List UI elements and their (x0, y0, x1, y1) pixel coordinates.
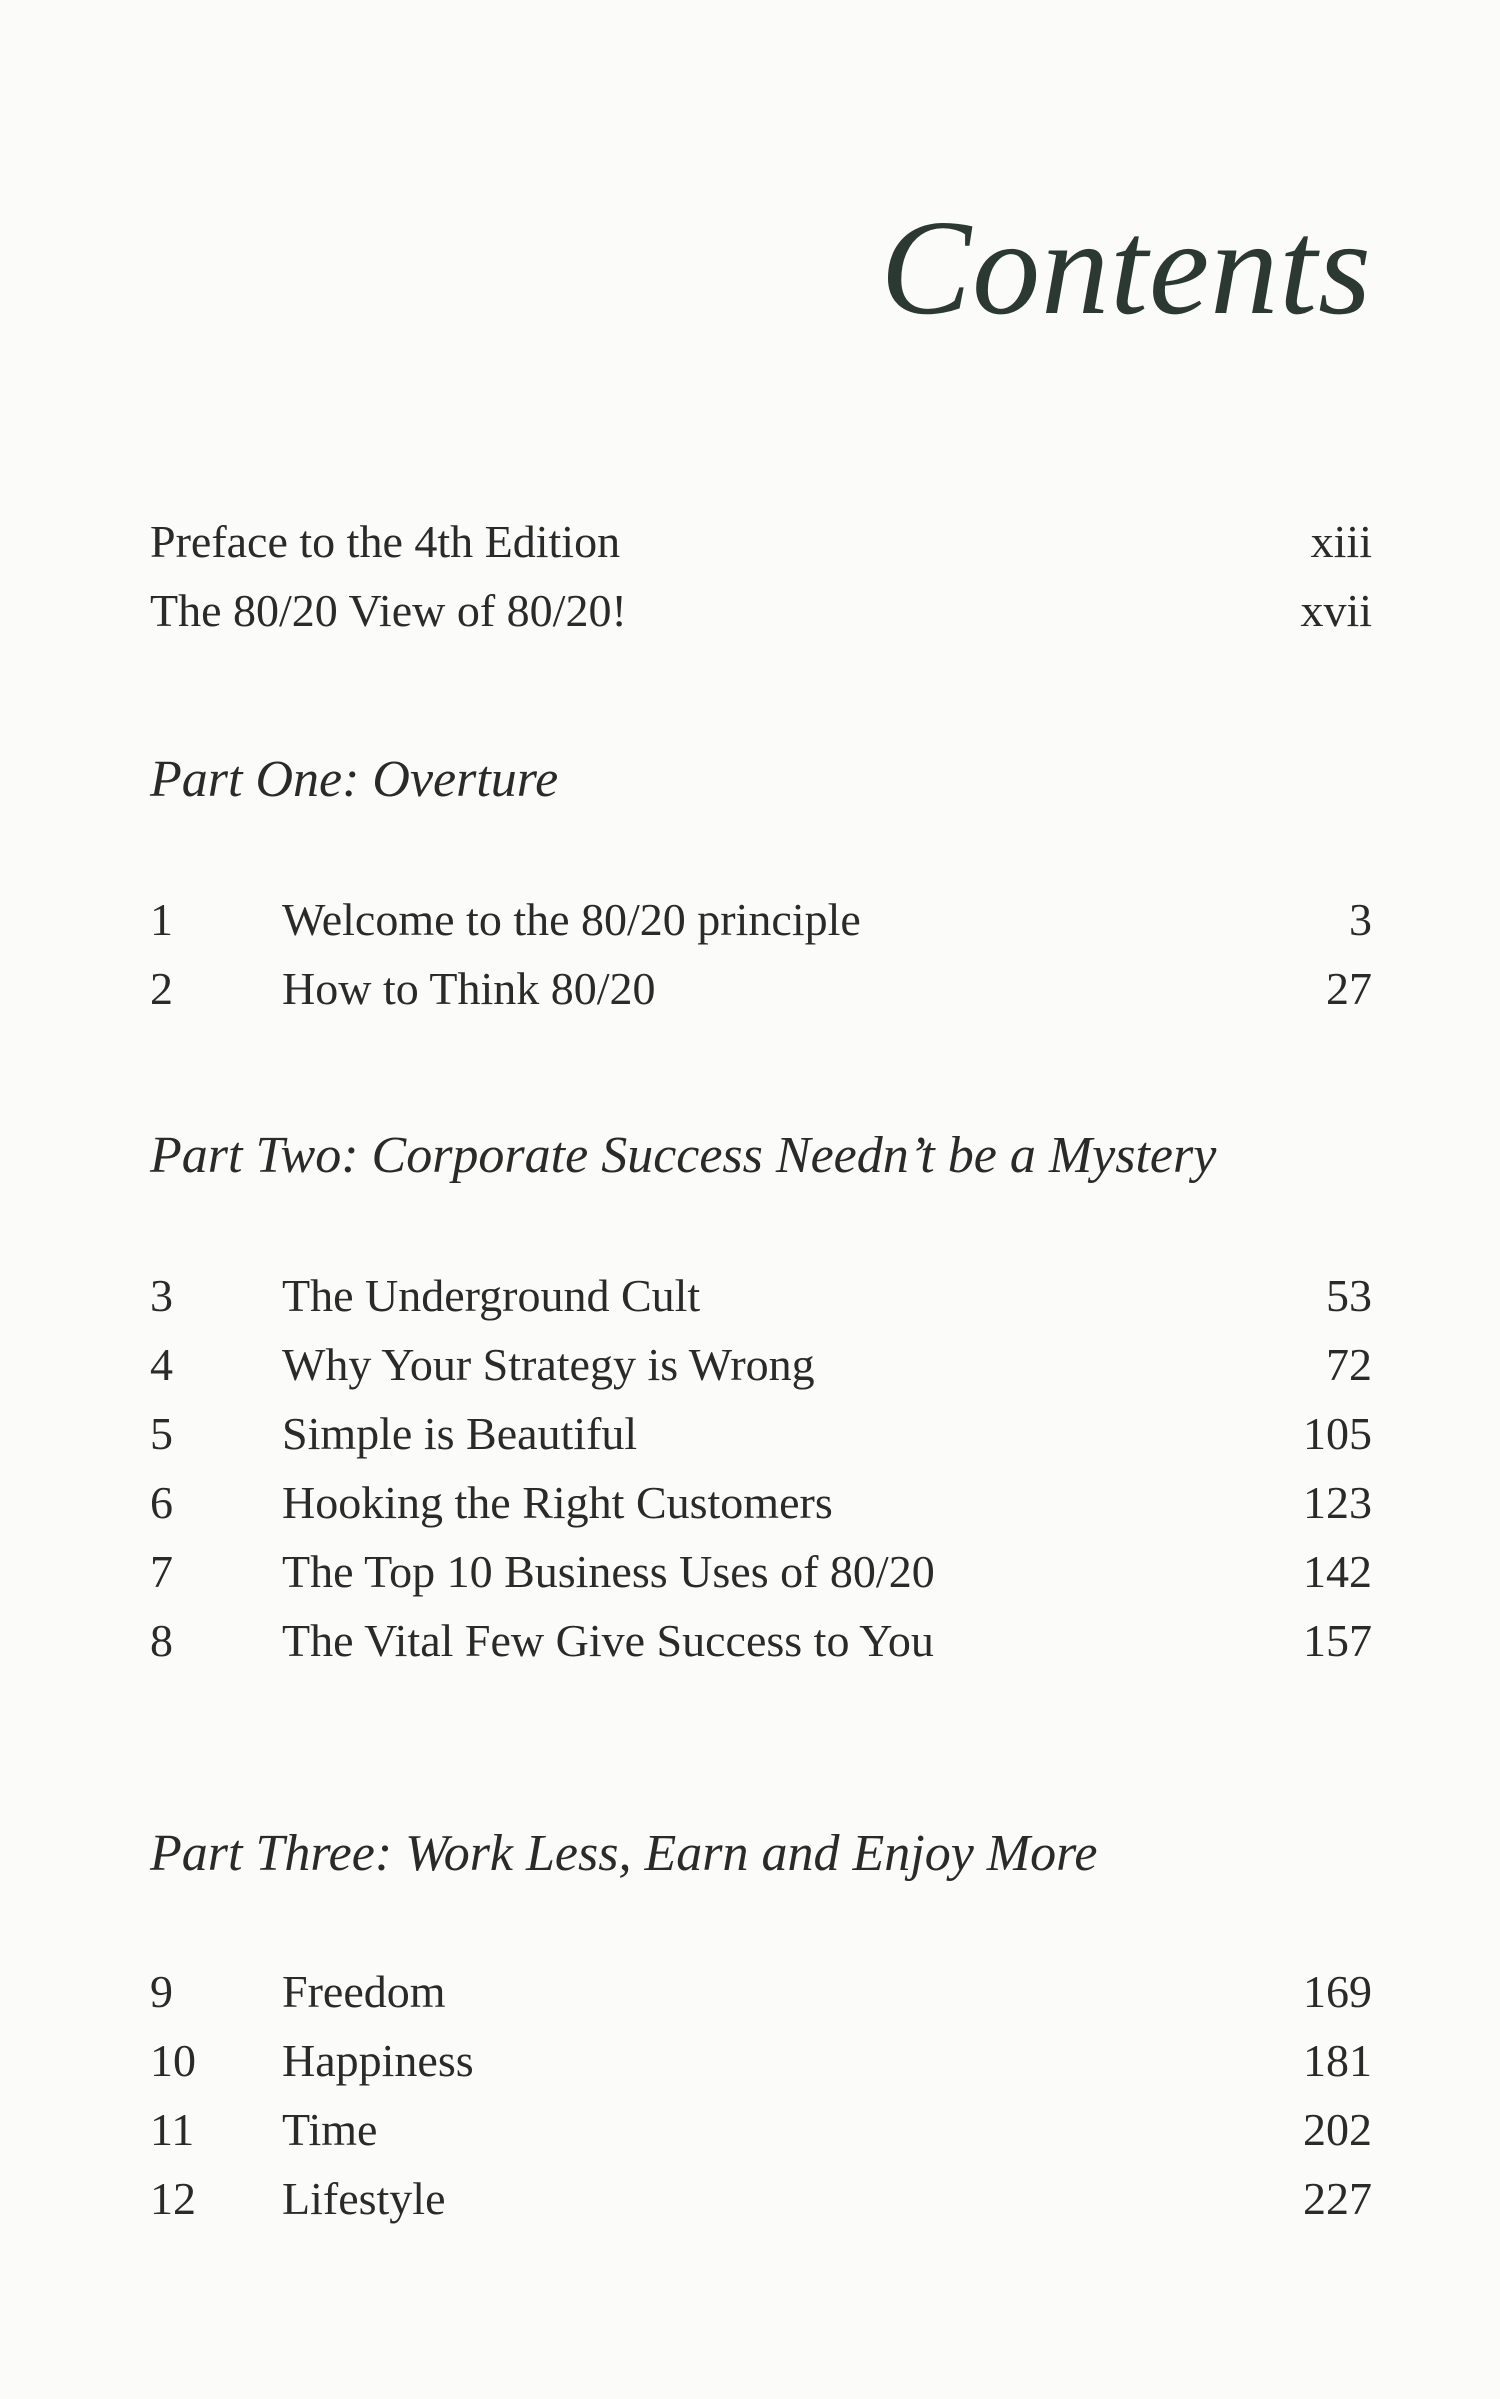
toc-entry (150, 955, 1372, 1023)
toc-entry (150, 1400, 1372, 1468)
part-three-heading: Part Three: Work Less, Earn and Enjoy More (150, 1825, 1098, 1882)
chapter-page: 72 (1326, 1339, 1372, 1390)
toc-entry (150, 1331, 1372, 1399)
toc-entry-label: Preface to the 4th Edition (150, 516, 621, 567)
chapter-page: 105 (1303, 1408, 1372, 1459)
chapter-title: Hooking the Right Customers (282, 1477, 833, 1528)
chapter-number: 4 (150, 1339, 173, 1390)
chapter-title: Lifestyle (282, 2173, 446, 2224)
toc-entry-preface (150, 508, 1372, 576)
toc-entry (150, 2096, 1372, 2164)
chapter-number: 8 (150, 1615, 173, 1666)
chapter-page: 157 (1303, 1615, 1372, 1666)
chapter-number: 12 (150, 2173, 196, 2224)
chapter-page: 123 (1303, 1477, 1372, 1528)
chapter-page: 169 (1303, 1966, 1372, 2017)
chapter-number: 1 (150, 894, 173, 945)
chapter-number: 7 (150, 1546, 173, 1597)
toc-entry (150, 1538, 1372, 1606)
page-title: Contents (880, 193, 1372, 343)
chapter-page: 27 (1326, 963, 1372, 1014)
toc-entry (150, 1607, 1372, 1675)
toc-entry (150, 1469, 1372, 1537)
chapter-title: Welcome to the 80/20 principle (282, 894, 861, 945)
chapter-title: Freedom (282, 1966, 446, 2017)
chapter-title: Why Your Strategy is Wrong (282, 1339, 815, 1390)
chapter-page: 181 (1303, 2035, 1372, 2086)
toc-entry (150, 886, 1372, 954)
chapter-page: 53 (1326, 1270, 1372, 1321)
chapter-title: Time (282, 2104, 378, 2155)
part-one-heading: Part One: Overture (150, 751, 559, 808)
chapter-title: Happiness (282, 2035, 474, 2086)
chapter-page: 202 (1303, 2104, 1372, 2155)
toc-entry-label: The 80/20 View of 80/20! (150, 585, 627, 636)
toc-entry (150, 2165, 1372, 2233)
toc-entry-page: xvii (1300, 585, 1372, 636)
chapter-title: The Underground Cult (282, 1270, 701, 1321)
toc-entry-8020-view (150, 577, 1372, 645)
chapter-number: 2 (150, 963, 173, 1014)
chapter-title: Simple is Beautiful (282, 1408, 638, 1459)
part-two-heading: Part Two: Corporate Success Needn’t be a Mystery (150, 1127, 1217, 1184)
chapter-number: 5 (150, 1408, 173, 1459)
chapter-number: 11 (150, 2104, 195, 2155)
chapter-title: The Vital Few Give Success to You (282, 1615, 934, 1666)
chapter-title: The Top 10 Business Uses of 80/20 (282, 1546, 935, 1597)
chapter-number: 6 (150, 1477, 173, 1528)
chapter-page: 3 (1349, 894, 1372, 945)
chapter-number: 3 (150, 1270, 173, 1321)
toc-entry (150, 2027, 1372, 2095)
chapter-page: 142 (1303, 1546, 1372, 1597)
toc-entry-page: xiii (1310, 516, 1372, 567)
chapter-title: How to Think 80/20 (282, 963, 656, 1014)
chapter-number: 9 (150, 1966, 173, 2017)
toc-entry (150, 1262, 1372, 1330)
toc-entry (150, 1958, 1372, 2026)
chapter-number: 10 (150, 2035, 196, 2086)
chapter-page: 227 (1303, 2173, 1372, 2224)
